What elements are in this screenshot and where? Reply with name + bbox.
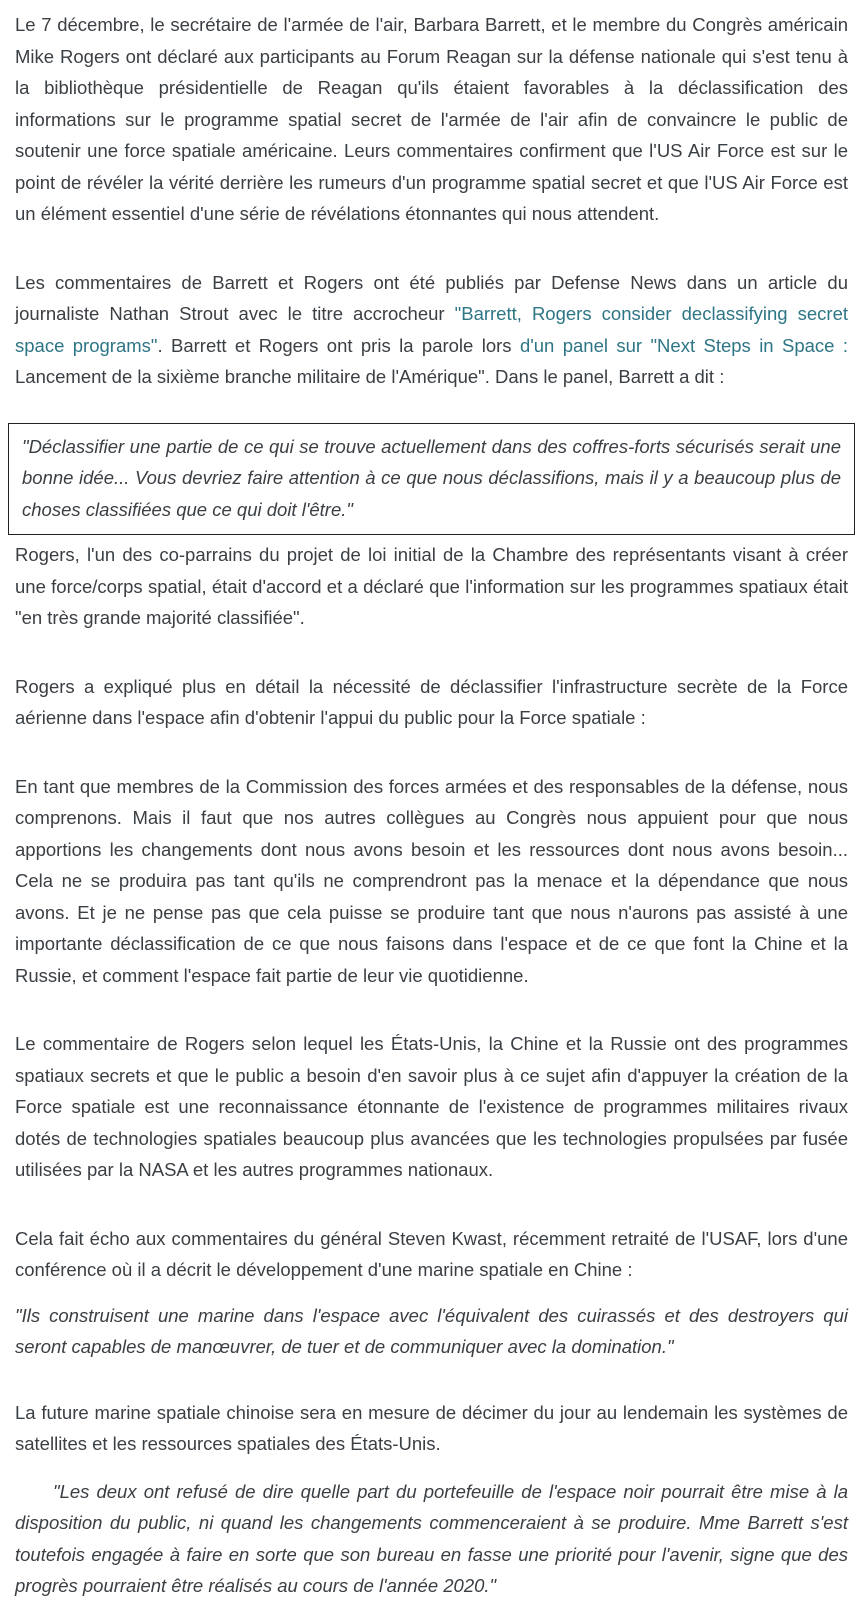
text-run: Le commentaire de Rogers selon lequel les États-Unis, la Chine et la Russie ont des programmes spatiaux secrets et que le public a besoin d'en savoir plus à ce sujet afin d'appuyer la création de la Force spatiale est une reconnaissance étonnante de l'existence de programmes militaires rivaux dotés de technologies spatiales beaucoup plus avancées que les technologies propulsées par fusée utilisées par la NASA et les autres programmes nationaux. [15,1033,848,1180]
quote-paragraph [15,1476,848,1602]
text-run: Lancement de la sixième branche militaire de l'Amérique". Dans le panel, Barrett a dit : [15,366,725,387]
text-run: Les commentaires de Barrett et Rogers ont été publiés par Defense News dans un article du journaliste Nathan Strout avec le titre accrocheur [15,271,848,324]
article-body [15,9,848,1602]
paragraph [15,671,848,734]
text-run: La future marine spatiale chinoise sera en mesure de décimer du jour au lendemain les systèmes de satellites et les ressources spatiales des États-Unis. [15,1401,848,1454]
inline-link[interactable]: "Barrett, Rogers consider declassifying secret space programs" [15,303,849,356]
text-run: Cela fait écho aux commentaires du général Steven Kwast, récemment retraité de l'USAF, lors d'une conférence où il a décrit le développement d'une marine spatiale en Chine : [15,1227,848,1280]
paragraph [15,771,848,992]
paragraph [15,1028,848,1186]
boxed-quote [8,423,855,536]
inline-link[interactable]: d'un panel sur "Next Steps in Space : [519,334,848,356]
text-run: "Les deux ont refusé de dire quelle part du portefeuille de l'espace noir pourrait être mise à la disposition du public, ni quand les changements commenceraient à se produire. Mme Barrett s'est toutefois engagée à faire en sorte que son bureau en fasse une priorité pour l'avenir, signe que des progrès pourraient être réalisés au cours de l'année 2020." [15,1480,848,1596]
text-run: Rogers a expliqué plus en détail la nécessité de déclassifier l'infrastructure secrète de la Force aérienne dans l'espace afin d'obtenir l'appui du public pour la Force spatiale : [15,675,848,728]
paragraph [15,9,848,230]
text-run: . Barrett et Rogers ont pris la parole lors [157,334,520,356]
paragraph [15,1223,848,1286]
text-run: Rogers, l'un des co-parrains du projet de loi initial de la Chambre des représentants visant à créer une force/corps spatial, était d'accord et a déclaré que l'information sur les programmes spatiaux était "en très grande majorité classifiée". [15,544,848,628]
text-run: "Ils construisent une marine dans l'espace avec l'équivalent des cuirassés et des destroyers qui seront capables de manœuvrer, de tuer et de communiquer avec la domination." [15,1304,848,1357]
paragraph [15,1397,848,1460]
text-run: "Déclassifier une partie de ce qui se trouve actuellement dans des coffres-forts sécurisés serait une bonne idée... Vous devriez faire attention à ce que nous déclassifions, mais il y a beaucoup plus de choses classifiées que ce qui doit l'être." [22,435,841,520]
quote-paragraph [15,1300,848,1363]
text-run: En tant que membres de la Commission des forces armées et des responsables de la défense, nous comprenons. Mais il faut que nos autres collègues au Congrès nous appuient pour que nous apportions les changements dont nous avons besoin et les ressources dont nous avons besoin... Cela ne se produira pas tant qu'ils ne comprendront pas la menace et la dépendance que nous avons. Et je ne pense pas que cela puisse se produire tant que nous n'aurons pas assisté à une importante déclassification de ce que nous faisons dans l'espace et de ce que font la Chine et la Russie, et comment l'espace fait partie de leur vie quotidienne. [15,775,848,986]
text-run: Le 7 décembre, le secrétaire de l'armée de l'air, Barbara Barrett, et le membre du Congrès américain Mike Rogers ont déclaré aux participants au Forum Reagan sur la défense nationale qui s'est tenu à la bibliothèque présidentielle de Reagan qu'ils étaient favorables à la déclassification des informations sur le programme spatial secret de l'armée de l'air afin de convaincre le public de soutenir une force spatiale américaine. Leurs commentaires confirment que l'US Air Force est sur le point de révéler la vérité derrière les rumeurs d'un programme spatial secret et que l'US Air Force est un élément essentiel d'une série de révélations étonnantes qui nous attendent. [15,14,848,224]
paragraph [15,539,848,634]
paragraph [15,267,848,393]
